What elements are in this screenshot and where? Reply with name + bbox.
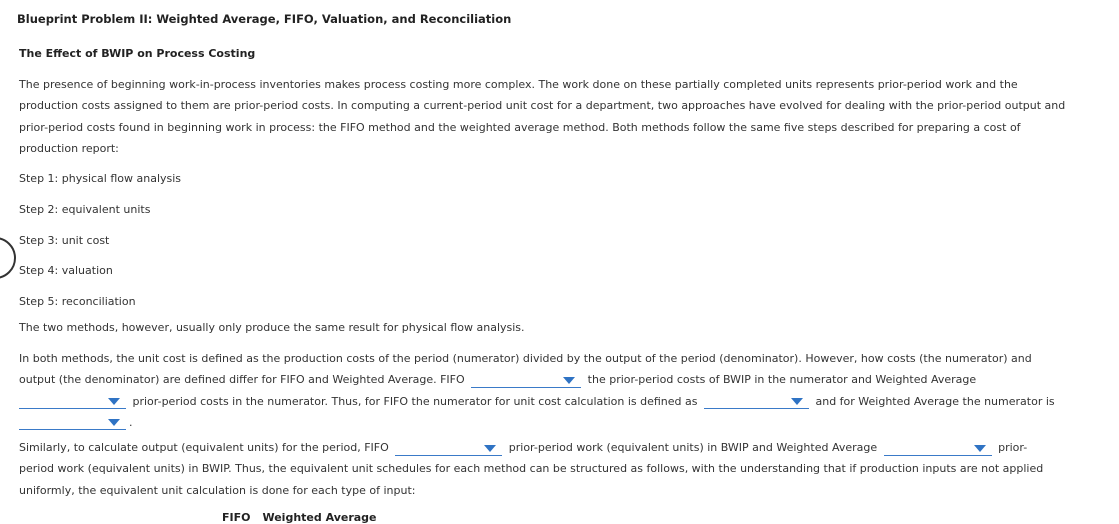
- paragraph-text: prior-: [998, 441, 1028, 454]
- chevron-down-icon: [108, 398, 120, 405]
- partial-circle-icon: [0, 237, 16, 279]
- column-header-weighted-average: Weighted Average: [262, 511, 377, 524]
- weighted-average-costs-dropdown[interactable]: [19, 394, 126, 409]
- step-5: Step 5: reconciliation: [19, 295, 136, 308]
- paragraph-text: .: [129, 415, 133, 429]
- paragraph-line: [19, 412, 1119, 433]
- weighted-average-numerator-dropdown[interactable]: [19, 415, 126, 430]
- chevron-down-icon: [563, 377, 575, 384]
- section-subtitle: The Effect of BWIP on Process Costing: [19, 47, 256, 60]
- methods-note: The two methods, however, usually only produce the same result for physical flow analysis.: [19, 321, 525, 334]
- paragraph-line: period work (equivalent units) in BWIP. Thus, the equivalent unit schedules for each method can be structured as follows, with the understanding that if production inputs are not applied: [19, 462, 1044, 476]
- table-header-row: [222, 511, 389, 524]
- weighted-average-work-dropdown[interactable]: [884, 441, 992, 456]
- step-3: Step 3: unit cost: [19, 234, 110, 247]
- output-paragraph: [19, 437, 1119, 501]
- unit-cost-paragraph: [19, 348, 1119, 433]
- paragraph-text: and for Weighted Average the numerator is: [815, 394, 1055, 408]
- paragraph-text: output (the denominator) are defined differ for FIFO and Weighted Average. FIFO: [19, 373, 465, 387]
- chevron-down-icon: [791, 398, 803, 405]
- chevron-down-icon: [484, 445, 496, 452]
- chevron-down-icon: [974, 445, 986, 452]
- intro-line: prior-period costs found in beginning work in process: the FIFO method and the weighted average method. Both methods follow the same five steps described for preparing a cost of: [19, 120, 1021, 134]
- fifo-costs-dropdown[interactable]: [471, 373, 581, 388]
- paragraph-line: [19, 437, 1119, 458]
- paragraph-text: the prior-period costs of BWIP in the numerator and Weighted Average: [587, 373, 977, 387]
- intro-line: production costs assigned to them are prior-period costs. In computing a current-period unit cost for a department, two approaches have evolved for dealing with the prior-period output and: [19, 99, 1066, 113]
- paragraph-text: prior-period work (equivalent units) in BWIP and Weighted Average: [508, 441, 878, 454]
- paragraph-text: prior-period costs in the numerator. Thus, for FIFO the numerator for unit cost calculation is defined as: [132, 394, 698, 408]
- column-header-fifo: FIFO: [222, 511, 251, 524]
- fifo-work-dropdown[interactable]: [395, 441, 502, 456]
- paragraph-line: uniformly, the equivalent unit calculation is done for each type of input:: [19, 483, 416, 497]
- step-4: Step 4: valuation: [19, 264, 113, 277]
- paragraph-line: [19, 391, 1119, 412]
- intro-line: production report:: [19, 141, 119, 155]
- step-1: Step 1: physical flow analysis: [19, 172, 182, 185]
- intro-line: The presence of beginning work-in-process inventories makes process costing more complex. The work done on these partially completed units represents prior-period work and the: [19, 78, 1018, 91]
- chevron-down-icon: [108, 419, 120, 426]
- page-title: Blueprint Problem II: Weighted Average, FIFO, Valuation, and Reconciliation: [17, 12, 512, 26]
- step-2: Step 2: equivalent units: [19, 203, 151, 216]
- fifo-numerator-dropdown[interactable]: [704, 394, 809, 409]
- paragraph-line: [19, 369, 1119, 390]
- paragraph-line: In both methods, the unit cost is defined as the production costs of the period (numerator) divided by the output of the period (denominator). However, how costs (the numerator) and: [19, 352, 1032, 365]
- intro-paragraph: [19, 74, 1119, 159]
- paragraph-text: Similarly, to calculate output (equivalent units) for the period, FIFO: [19, 441, 389, 454]
